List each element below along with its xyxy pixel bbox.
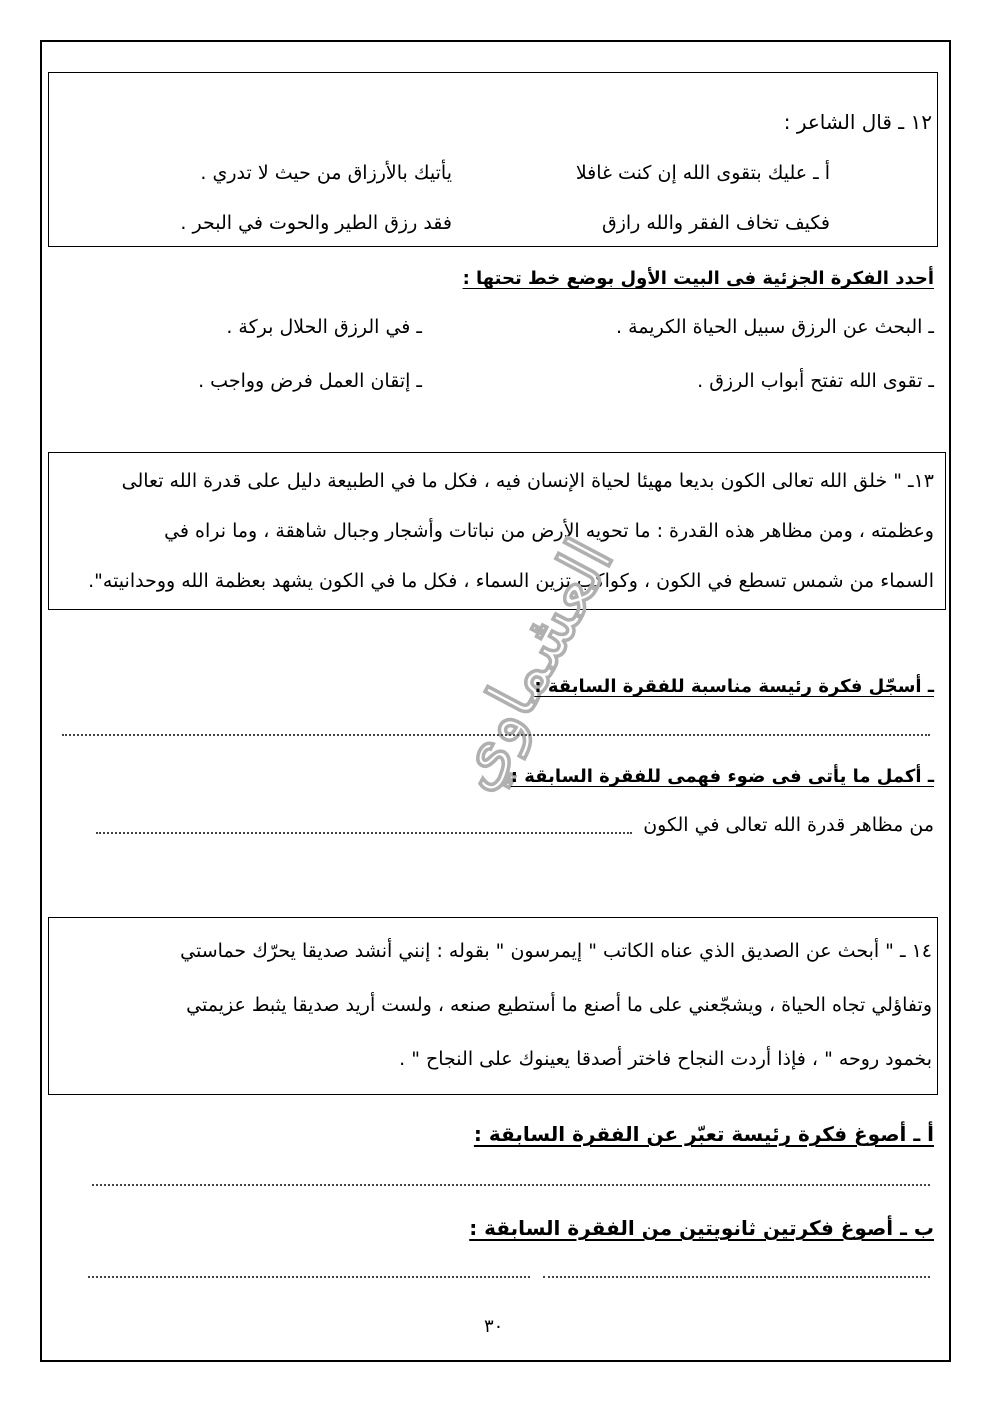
watermark-logo: العشماوي — [432, 526, 629, 802]
q13-task-main-idea: ـ أسجّل فكرة رئيسة مناسبة للفقرة السابقة : — [534, 676, 934, 697]
q14-task-a: أ ـ أصوغ فكرة رئيسة تعبّر عن الفقرة السابقة : — [473, 1122, 934, 1146]
q14-line-1: ١٤ ـ " أبحث عن الصديق الذي عناه الكاتب " إيمرسون " بقوله : إنني أنشد صديقا يحرّك حماستي — [180, 940, 932, 962]
q12-verse1-first-half: أ ـ عليك بتقوى الله إن كنت غافلا — [575, 162, 830, 184]
q13-answer-line-2[interactable] — [96, 832, 632, 834]
q13-answer-line-1[interactable] — [62, 734, 930, 736]
q13-task-complete: ـ أكمل ما يأتى فى ضوء فهمى للفقرة السابقة : — [510, 766, 934, 787]
q14-paragraph — [60, 926, 932, 1084]
q13-line-2: وعظمته ، ومن مظاهر هذه القدرة : ما تحويه الأرض من نباتات وأشجار وجبال شاهقة ، وما نراه في — [164, 520, 934, 542]
q13-complete-prompt: من مظاهر قدرة الله تعالى في الكون — [643, 814, 934, 836]
q13-paragraph — [54, 456, 934, 606]
q12-instruction: أحدد الفكرة الجزئية فى البيت الأول بوضع خط تحتها : — [462, 268, 934, 289]
q14-task-b: ب ـ أصوغ فكرتين ثانويتين من الفقرة السابقة : — [469, 1216, 934, 1240]
q12-intro: ١٢ ـ قال الشاعر : — [783, 110, 932, 134]
q12-option-3[interactable]: ـ تقوى الله تفتح أبواب الرزق . — [697, 370, 934, 392]
q13-line-3: السماء من شمس تسطع في الكون ، وكواكب تزين السماء ، فكل ما في الكون يشهد بعظمة الله ووحدانيته". — [88, 570, 934, 592]
q14-line-3: بخمود روحه " ، فإذا أردت النجاح فاختر أصدقا يعينوك على النجاح " . — [399, 1048, 932, 1070]
q13-line-1: ١٣ـ " خلق الله تعالى الكون بديعا مهيئا لحياة الإنسان فيه ، فكل ما في الطبيعة دليل على قدرة الله تعالى — [121, 470, 934, 492]
page-number: ٣٠ — [484, 1316, 504, 1337]
q12-option-4[interactable]: ـ إتقان العمل فرض وواجب . — [198, 370, 422, 392]
q12-verse2-first-half: فكيف تخاف الفقر والله رازق — [601, 212, 830, 234]
q14-answer-line-a[interactable] — [92, 1184, 930, 1186]
q14-answer-line-b-left[interactable] — [88, 1276, 530, 1278]
q12-option-1[interactable]: ـ البحث عن الرزق سبيل الحياة الكريمة . — [616, 316, 934, 338]
q14-line-2: وتفاؤلي تجاه الحياة ، ويشجّعني على ما أصنع ما أستطيع صنعه ، ولست أريد صديقا يثبط عزيمتي — [186, 994, 932, 1016]
q14-answer-line-b-right[interactable] — [543, 1276, 930, 1278]
q12-verse1-second-half: يأتيك بالأرزاق من حيث لا تدري . — [200, 162, 452, 184]
q12-verse2-second-half: فقد رزق الطير والحوت في البحر . — [180, 212, 452, 234]
q12-option-2[interactable]: ـ في الرزق الحلال بركة . — [226, 316, 422, 338]
